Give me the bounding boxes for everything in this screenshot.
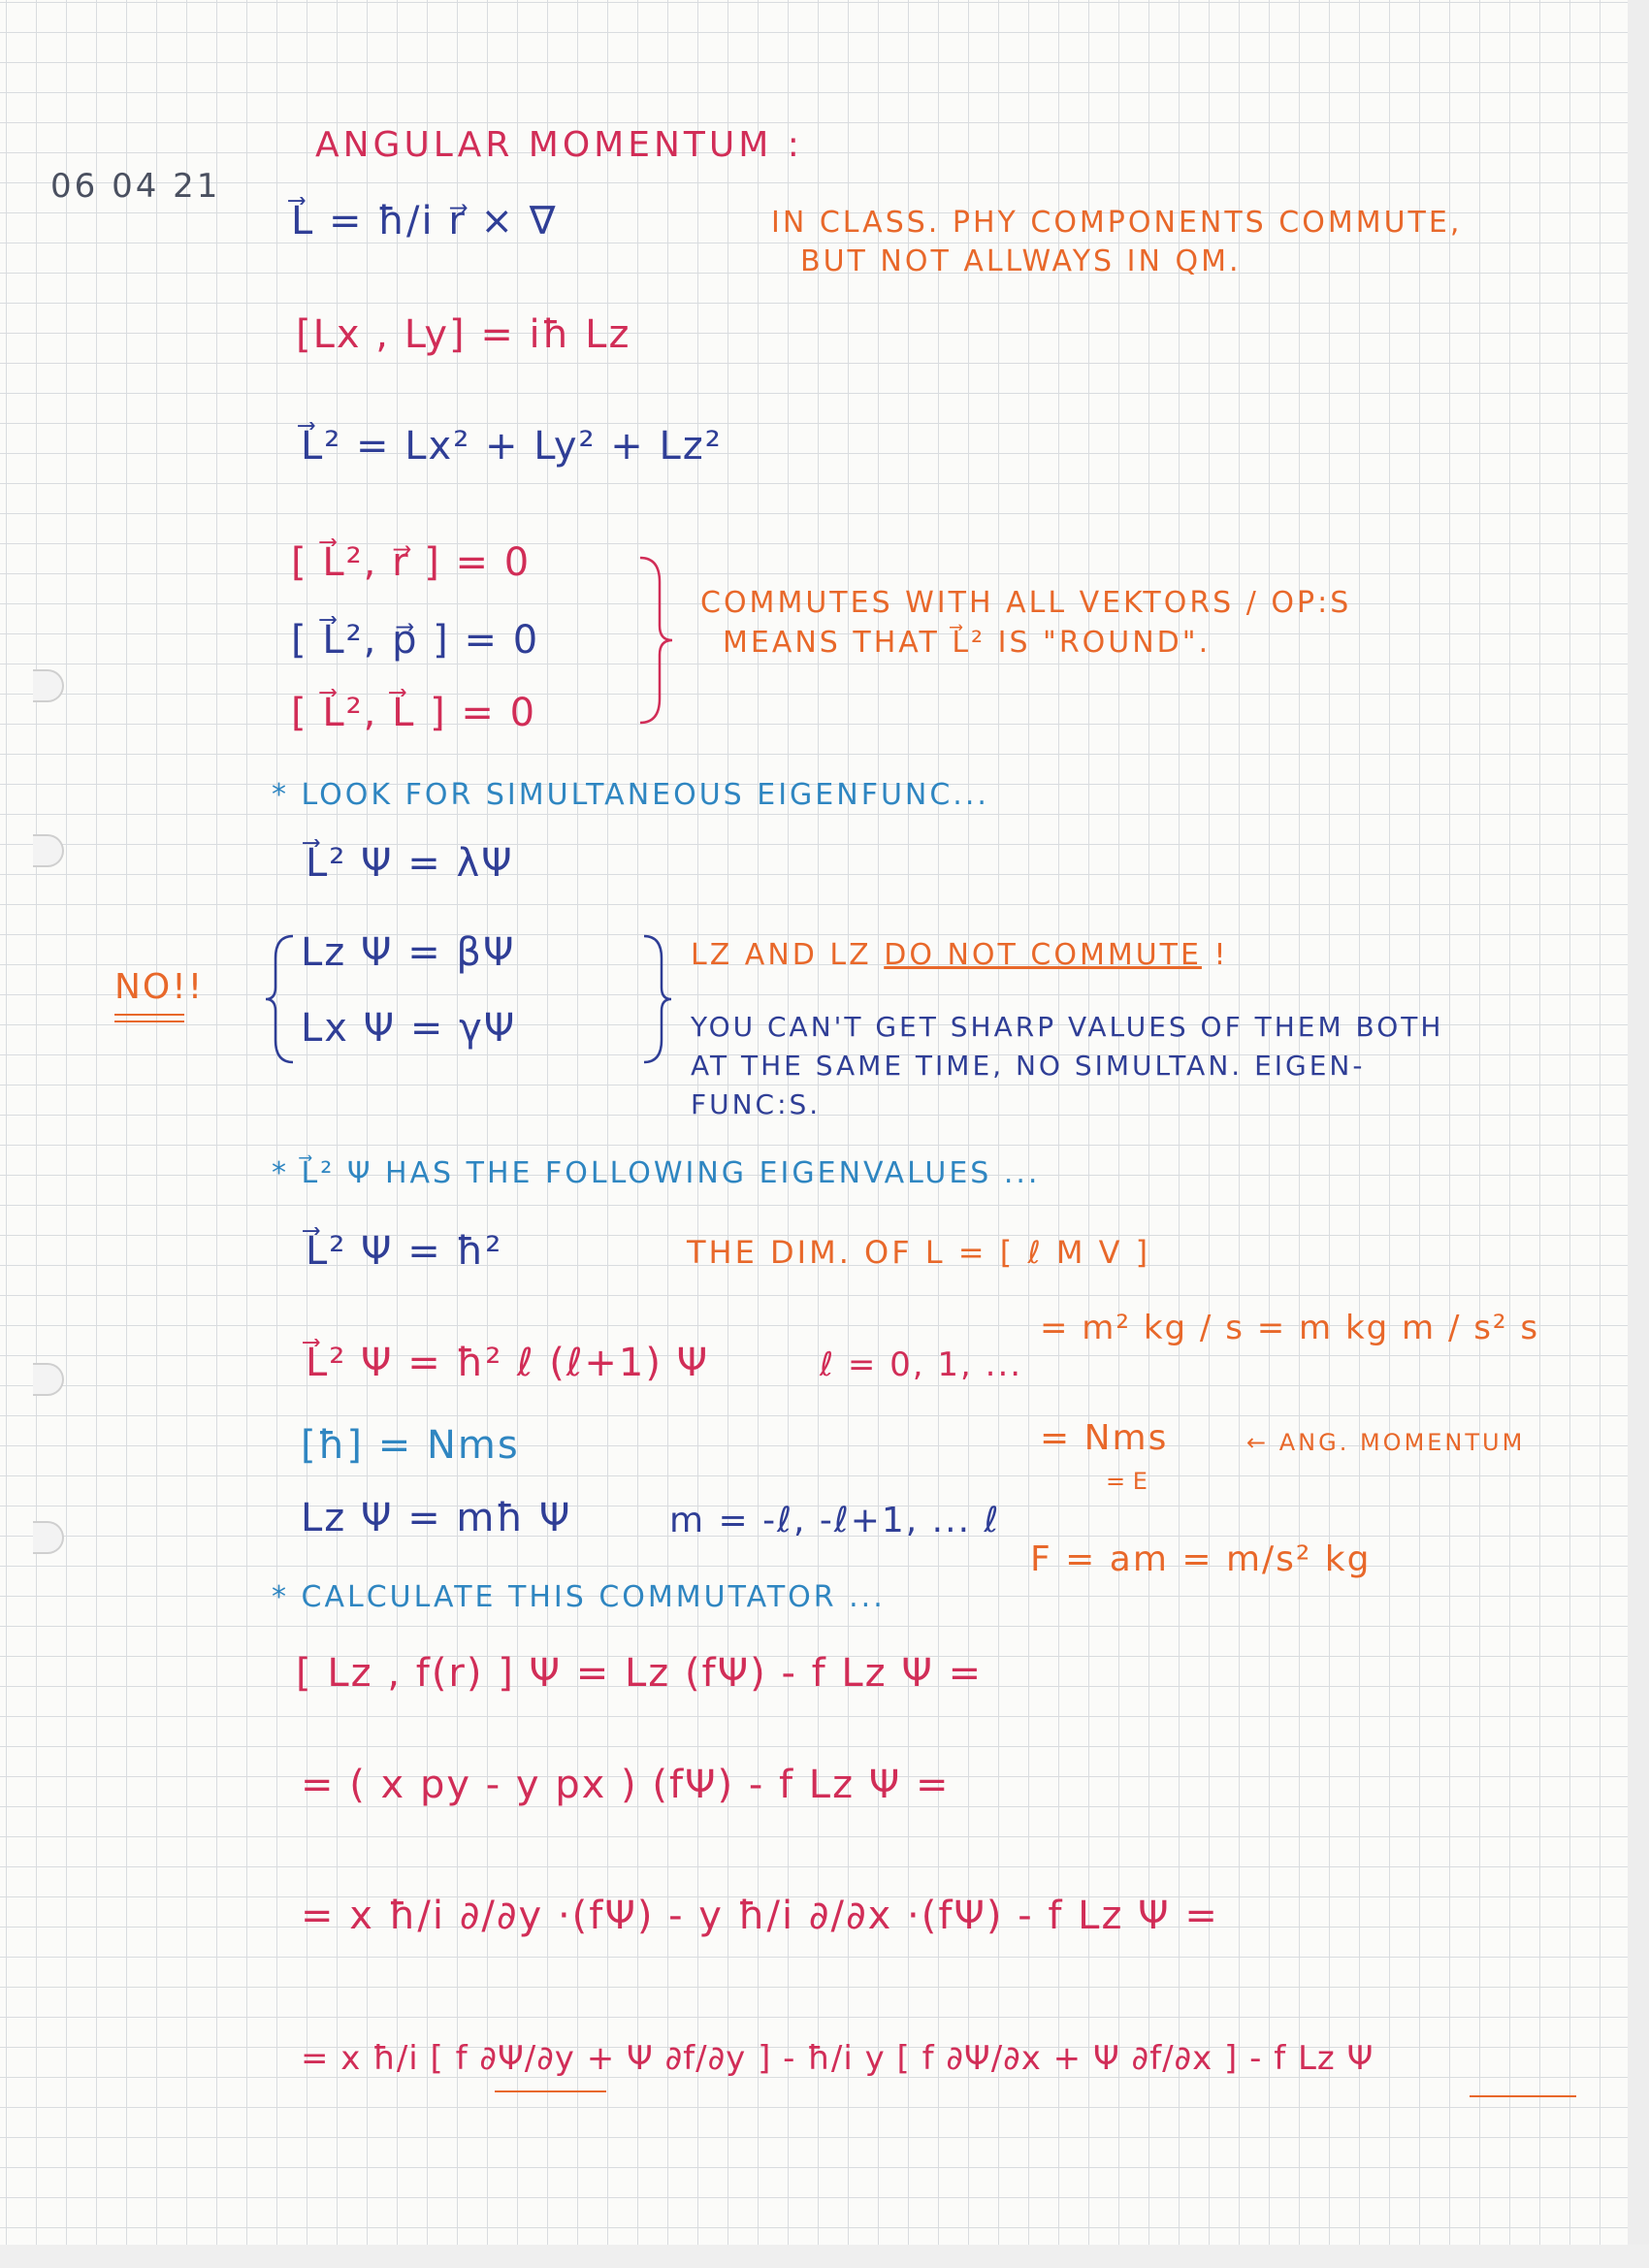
no-underline [114, 1014, 184, 1016]
binder-hole [33, 1521, 64, 1554]
page-title: ANGULAR MOMENTUM : [315, 125, 803, 165]
commutator-lx-ly: [Lx , Ly] = iħ Lz [296, 312, 631, 357]
sharp-values-line-3: FUNC:S. [691, 1088, 822, 1120]
units-line-2: = Nms [1040, 1418, 1169, 1458]
sharp-values-line-1: YOU CAN'T GET SHARP VALUES OF THEM BOTH [691, 1011, 1444, 1043]
calc-step-2: = ( x py - y px ) (fΨ) - f Lz Ψ = [301, 1763, 951, 1807]
no-underline-2 [114, 1021, 184, 1022]
l2-hbar-squared: L⃗² Ψ = ħ² [306, 1229, 503, 1274]
l2-full-eigenvalue: L⃗² Ψ = ħ² ℓ (ℓ+1) Ψ [306, 1341, 710, 1385]
calc-step-1: [ Lz , f(r) ] Ψ = Lz (fΨ) - f Lz Ψ = [296, 1651, 984, 1696]
note-part-underlined: DO NOT COMMUTE [884, 938, 1202, 972]
do-not-commute-note [691, 938, 1229, 972]
page-bottom-edge [0, 2245, 1649, 2268]
lz-eigenvalue: Lz Ψ = mħ Ψ [301, 1496, 572, 1540]
lz-eigen-equation: Lz Ψ = βΨ [301, 930, 516, 975]
class-note-line-1: IN CLASS. PHY COMPONENTS COMMUTE, [771, 206, 1463, 240]
calc-step-4: = x ħ/i [ f ∂Ψ/∂y + Ψ ∂f/∂y ] - ħ/i y [ f ∂Ψ/∂x + Ψ ∂f/∂x ] - f Lz Ψ [301, 2039, 1374, 2078]
dimension-note: THE DIM. OF L = [ ℓ M V ] [687, 1234, 1151, 1271]
calc-step-3: = x ħ/i ∂/∂y ·(fΨ) - y ħ/i ∂/∂x ·(fΨ) - f Lz Ψ = [301, 1894, 1219, 1938]
l-definition: L⃗ = ħ/i r⃗ × ∇ [291, 199, 558, 243]
m-range: m = -ℓ, -ℓ+1, ... ℓ [669, 1501, 1001, 1540]
left-brace [264, 931, 297, 1067]
commutator-l2-r: [ L⃗², r⃗ ] = 0 [291, 540, 532, 585]
units-line-1: = m² kg / s = m kg m / s² s [1040, 1309, 1540, 1347]
lx-eigen-equation: Lx Ψ = γΨ [301, 1006, 517, 1051]
note-part-3: ! [1201, 938, 1229, 972]
hbar-unit: [ħ] = Nms [301, 1423, 520, 1468]
force-equation: F = am = m/s² kg [1030, 1539, 1372, 1579]
l-squared-sum: L⃗² = Lx² + Ly² + Lz² [301, 424, 723, 469]
calc-step-4-underline-2 [1470, 2095, 1576, 2097]
page-right-edge [1628, 0, 1649, 2268]
look-for-heading: * LOOK FOR SIMULTANEOUS EIGENFUNC... [272, 778, 989, 812]
sharp-values-line-2: AT THE SAME TIME, NO SIMULTAN. EIGEN- [691, 1050, 1366, 1082]
right-brace [640, 931, 673, 1067]
commutator-l2-p: [ L⃗², p⃗ ] = 0 [291, 618, 540, 663]
class-note-line-2: BUT NOT ALLWAYS IN QM. [800, 244, 1242, 278]
binder-hole [33, 834, 64, 867]
l2-eigen-equation: L⃗² Ψ = λΨ [306, 841, 514, 886]
commutator-l2-l: [ L⃗², L⃗ ] = 0 [291, 691, 537, 735]
units-line-2-sub: = E [1106, 1468, 1148, 1495]
following-eigenvalues-heading: * L⃗² Ψ HAS THE FOLLOWING EIGENVALUES ... [272, 1156, 1041, 1190]
l-range: ℓ = 0, 1, ... [820, 1345, 1023, 1384]
angular-momentum-label: ← ANG. MOMENTUM [1246, 1429, 1526, 1456]
no-remark: NO!! [114, 967, 205, 1007]
commutes-note-line-2: MEANS THAT L⃗² IS "ROUND". [723, 626, 1212, 660]
binder-hole [33, 1363, 64, 1396]
right-brace [635, 553, 674, 728]
calc-step-4-underline-1 [495, 2090, 606, 2092]
date: 06 04 21 [50, 167, 221, 206]
binder-hole [33, 669, 64, 702]
commutes-note-line-1: COMMUTES WITH ALL VEKTORS / OP:S [700, 586, 1352, 620]
note-part-1: LZ AND LZ [691, 938, 885, 972]
calculate-heading: * CALCULATE THIS COMMUTATOR ... [272, 1580, 886, 1614]
